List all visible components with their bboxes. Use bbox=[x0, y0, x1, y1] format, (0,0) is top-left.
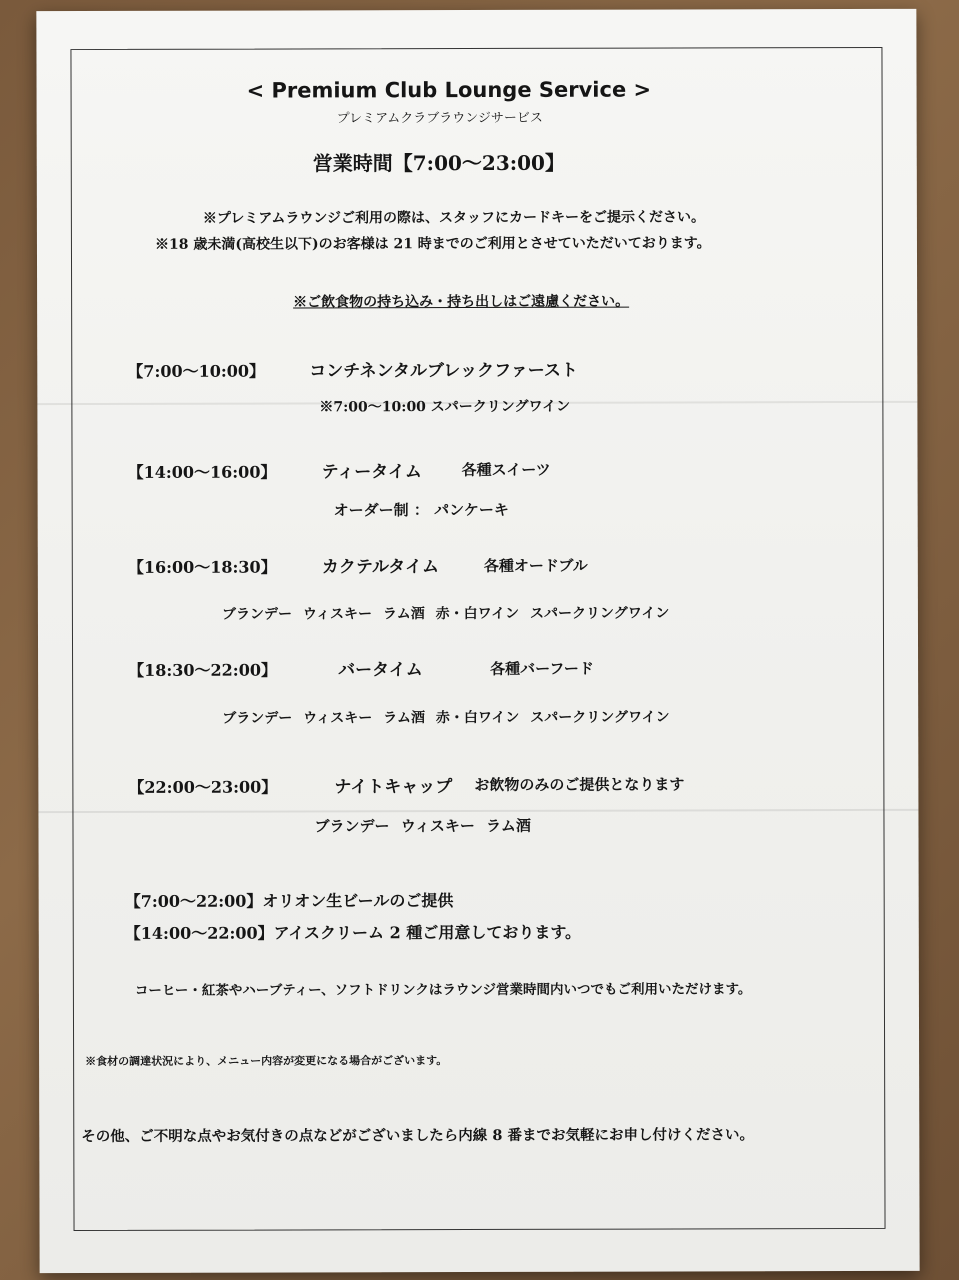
slot-name: ティータイム bbox=[321, 462, 422, 483]
slot-detail: ブランデー ウィスキー ラム酒 赤・白ワイン スパークリングワイン bbox=[222, 709, 670, 727]
notice-card-key: ※プレミアムラウンジご利用の際は、スタッフにカードキーをご提示ください。 bbox=[202, 209, 706, 227]
slot-time: 【22:00～23:00】 bbox=[128, 777, 278, 797]
opening-hours: 営業時間【7:00～23:00】 bbox=[312, 150, 565, 176]
slot-time: 【16:00～18:30】 bbox=[127, 557, 277, 577]
slot-extra: 各種オードブル bbox=[483, 556, 588, 575]
slot-name: カクテルタイム bbox=[321, 557, 439, 578]
icecream-service: 【14:00～22:00】アイスクリーム 2 種ご用意しております。 bbox=[124, 922, 582, 943]
notice-age: ※18 歳未満(高校生以下)のお客様は 21 時までのご利用とさせていただいております。 bbox=[154, 235, 711, 253]
document-title: < Premium Club Lounge Service > bbox=[246, 77, 652, 103]
slot-name: ナイトキャップ bbox=[334, 777, 453, 798]
slot-name: バータイム bbox=[338, 660, 423, 681]
slot-detail: オーダー制 ： パンケーキ bbox=[333, 500, 509, 520]
contact-note: その他、ご不明な点やお気付きの点などがございましたら内線 8 番までお気軽にお申し付けください。 bbox=[81, 1126, 755, 1146]
slot-detail: ※7:00～10:00 スパークリングワイン bbox=[319, 398, 571, 416]
paper-sheet bbox=[36, 9, 919, 1273]
drinks-note: コーヒー・紅茶やハーブティー、ソフトドリンクはラウンジ営業時間内いつでもご利用いただけます。 bbox=[134, 981, 752, 999]
slot-time: 【18:30～22:00】 bbox=[128, 660, 277, 680]
slot-time: 【7:00～10:00】 bbox=[127, 361, 266, 381]
slot-name: コンチネンタルブレックファースト bbox=[309, 360, 578, 382]
slot-extra: 各種スイーツ bbox=[461, 460, 551, 480]
notice-food: ※ご飲食物の持ち込み・持ち出しはご遠慮ください。 bbox=[293, 293, 630, 311]
slot-extra: お飲物のみのご提供となります bbox=[474, 775, 685, 795]
slot-detail: ブランデー ウィスキー ラム酒 赤・白ワイン スパークリングワイン bbox=[221, 605, 670, 623]
beer-service: 【7:00～22:00】オリオン生ビールのご提供 bbox=[124, 891, 454, 911]
slot-detail: ブランデー ウィスキー ラム酒 bbox=[314, 816, 531, 836]
slot-extra: 各種バーフード bbox=[490, 659, 594, 678]
document-subtitle: プレミアムクラブラウンジサービス bbox=[336, 110, 543, 127]
slot-time: 【14:00～16:00】 bbox=[127, 462, 277, 482]
menu-change-note: ※食材の調達状況により、メニュー内容が変更になる場合がございます。 bbox=[85, 1054, 448, 1069]
